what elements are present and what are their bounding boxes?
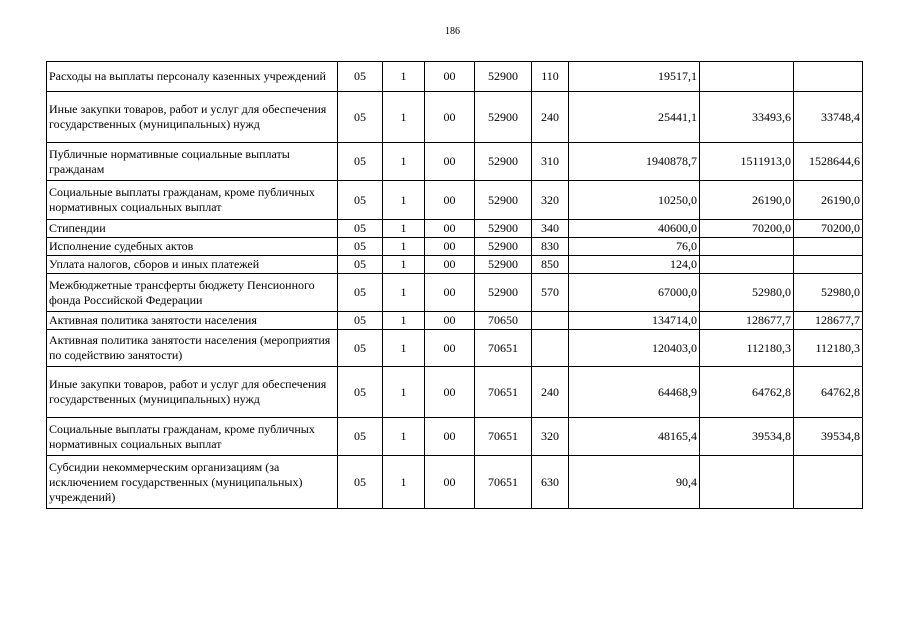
amount-year-2-cell: 1511913,0 [700, 143, 794, 181]
amount-year-2-cell: 39534,8 [700, 418, 794, 456]
subprogram-code-cell: 00 [425, 143, 475, 181]
table-row [47, 330, 863, 367]
amount-year-3-cell: 39534,8 [794, 418, 863, 456]
expense-name-cell: Расходы на выплаты персоналу казенных учреждений [47, 62, 338, 92]
program-code-cell: 1 [383, 181, 425, 220]
subprogram-code-cell: 00 [425, 256, 475, 274]
subprogram-code-cell: 00 [425, 220, 475, 238]
item-code-cell: 52900 [475, 143, 532, 181]
table-row [47, 456, 863, 509]
expense-name-cell: Публичные нормативные социальные выплаты гражданам [47, 143, 338, 181]
amount-year-3-cell: 128677,7 [794, 312, 863, 330]
section-code-cell: 05 [338, 418, 383, 456]
expense-type-code-cell: 320 [532, 418, 569, 456]
program-code-cell: 1 [383, 62, 425, 92]
program-code-cell: 1 [383, 143, 425, 181]
expense-name-cell: Субсидии некоммерческим организациям (за исключением государственных (муниципальных) учреждений) [47, 456, 338, 509]
expense-name-cell: Стипендии [47, 220, 338, 238]
subprogram-code-cell: 00 [425, 238, 475, 256]
section-code-cell: 05 [338, 367, 383, 418]
table-row [47, 238, 863, 256]
item-code-cell: 70651 [475, 367, 532, 418]
program-code-cell: 1 [383, 274, 425, 312]
budget-rows [47, 62, 863, 509]
expense-type-code-cell [532, 330, 569, 367]
amount-year-2-cell: 26190,0 [700, 181, 794, 220]
program-code-cell: 1 [383, 330, 425, 367]
amount-year-3-cell [794, 62, 863, 92]
amount-year-2-cell: 52980,0 [700, 274, 794, 312]
expense-name-cell: Социальные выплаты гражданам, кроме публичных нормативных социальных выплат [47, 181, 338, 220]
section-code-cell: 05 [338, 330, 383, 367]
expense-type-code-cell: 340 [532, 220, 569, 238]
subprogram-code-cell: 00 [425, 181, 475, 220]
amount-year-2-cell [700, 256, 794, 274]
amount-year-1-cell: 120403,0 [569, 330, 700, 367]
expense-type-code-cell: 570 [532, 274, 569, 312]
expense-type-code-cell: 320 [532, 181, 569, 220]
program-code-cell: 1 [383, 256, 425, 274]
section-code-cell: 05 [338, 143, 383, 181]
amount-year-1-cell: 64468,9 [569, 367, 700, 418]
amount-year-3-cell: 1528644,6 [794, 143, 863, 181]
item-code-cell: 52900 [475, 62, 532, 92]
table-row [47, 274, 863, 312]
expense-type-code-cell: 240 [532, 92, 569, 143]
amount-year-2-cell [700, 238, 794, 256]
amount-year-2-cell: 33493,6 [700, 92, 794, 143]
program-code-cell: 1 [383, 418, 425, 456]
table-row [47, 92, 863, 143]
item-code-cell: 70650 [475, 312, 532, 330]
program-code-cell: 1 [383, 312, 425, 330]
expense-type-code-cell: 850 [532, 256, 569, 274]
amount-year-3-cell [794, 238, 863, 256]
amount-year-3-cell: 26190,0 [794, 181, 863, 220]
table-row [47, 312, 863, 330]
subprogram-code-cell: 00 [425, 62, 475, 92]
section-code-cell: 05 [338, 92, 383, 143]
expense-name-cell: Уплата налогов, сборов и иных платежей [47, 256, 338, 274]
program-code-cell: 1 [383, 92, 425, 143]
expense-name-cell: Иные закупки товаров, работ и услуг для обеспечения государственных (муниципальных) нужд [47, 92, 338, 143]
expense-type-code-cell: 240 [532, 367, 569, 418]
expense-type-code-cell: 830 [532, 238, 569, 256]
item-code-cell: 70651 [475, 418, 532, 456]
amount-year-2-cell: 112180,3 [700, 330, 794, 367]
subprogram-code-cell: 00 [425, 367, 475, 418]
amount-year-3-cell [794, 456, 863, 509]
item-code-cell: 52900 [475, 238, 532, 256]
table-row [47, 181, 863, 220]
section-code-cell: 05 [338, 181, 383, 220]
table-row [47, 220, 863, 238]
expense-name-cell: Активная политика занятости населения (мероприятия по содействию занятости) [47, 330, 338, 367]
program-code-cell: 1 [383, 238, 425, 256]
expense-name-cell: Иные закупки товаров, работ и услуг для обеспечения государственных (муниципальных) нужд [47, 367, 338, 418]
section-code-cell: 05 [338, 238, 383, 256]
section-code-cell: 05 [338, 312, 383, 330]
page-number: 186 [445, 26, 460, 37]
item-code-cell: 52900 [475, 274, 532, 312]
item-code-cell: 52900 [475, 181, 532, 220]
amount-year-3-cell [794, 256, 863, 274]
table-row [47, 367, 863, 418]
budget-table [46, 61, 863, 509]
amount-year-3-cell: 70200,0 [794, 220, 863, 238]
amount-year-1-cell: 10250,0 [569, 181, 700, 220]
section-code-cell: 05 [338, 256, 383, 274]
item-code-cell: 52900 [475, 256, 532, 274]
subprogram-code-cell: 00 [425, 418, 475, 456]
section-code-cell: 05 [338, 220, 383, 238]
expense-type-code-cell: 310 [532, 143, 569, 181]
table-row [47, 143, 863, 181]
table-row [47, 256, 863, 274]
amount-year-2-cell: 128677,7 [700, 312, 794, 330]
amount-year-1-cell: 124,0 [569, 256, 700, 274]
amount-year-2-cell [700, 456, 794, 509]
expense-type-code-cell: 630 [532, 456, 569, 509]
amount-year-1-cell: 67000,0 [569, 274, 700, 312]
table-row [47, 418, 863, 456]
amount-year-2-cell: 64762,8 [700, 367, 794, 418]
amount-year-1-cell: 25441,1 [569, 92, 700, 143]
amount-year-2-cell: 70200,0 [700, 220, 794, 238]
expense-name-cell: Межбюджетные трансферты бюджету Пенсионного фонда Российской Федерации [47, 274, 338, 312]
section-code-cell: 05 [338, 456, 383, 509]
amount-year-3-cell: 112180,3 [794, 330, 863, 367]
amount-year-1-cell: 90,4 [569, 456, 700, 509]
expense-name-cell: Социальные выплаты гражданам, кроме публичных нормативных социальных выплат [47, 418, 338, 456]
subprogram-code-cell: 00 [425, 92, 475, 143]
subprogram-code-cell: 00 [425, 330, 475, 367]
section-code-cell: 05 [338, 274, 383, 312]
amount-year-3-cell: 33748,4 [794, 92, 863, 143]
amount-year-2-cell [700, 62, 794, 92]
subprogram-code-cell: 00 [425, 312, 475, 330]
program-code-cell: 1 [383, 220, 425, 238]
amount-year-1-cell: 134714,0 [569, 312, 700, 330]
subprogram-code-cell: 00 [425, 274, 475, 312]
amount-year-1-cell: 19517,1 [569, 62, 700, 92]
section-code-cell: 05 [338, 62, 383, 92]
amount-year-1-cell: 76,0 [569, 238, 700, 256]
program-code-cell: 1 [383, 456, 425, 509]
expense-type-code-cell [532, 312, 569, 330]
subprogram-code-cell: 00 [425, 456, 475, 509]
expense-name-cell: Исполнение судебных актов [47, 238, 338, 256]
amount-year-1-cell: 40600,0 [569, 220, 700, 238]
amount-year-3-cell: 52980,0 [794, 274, 863, 312]
item-code-cell: 52900 [475, 92, 532, 143]
amount-year-3-cell: 64762,8 [794, 367, 863, 418]
item-code-cell: 52900 [475, 220, 532, 238]
expense-type-code-cell: 110 [532, 62, 569, 92]
table-row [47, 62, 863, 92]
amount-year-1-cell: 48165,4 [569, 418, 700, 456]
program-code-cell: 1 [383, 367, 425, 418]
amount-year-1-cell: 1940878,7 [569, 143, 700, 181]
item-code-cell: 70651 [475, 456, 532, 509]
expense-name-cell: Активная политика занятости населения [47, 312, 338, 330]
item-code-cell: 70651 [475, 330, 532, 367]
